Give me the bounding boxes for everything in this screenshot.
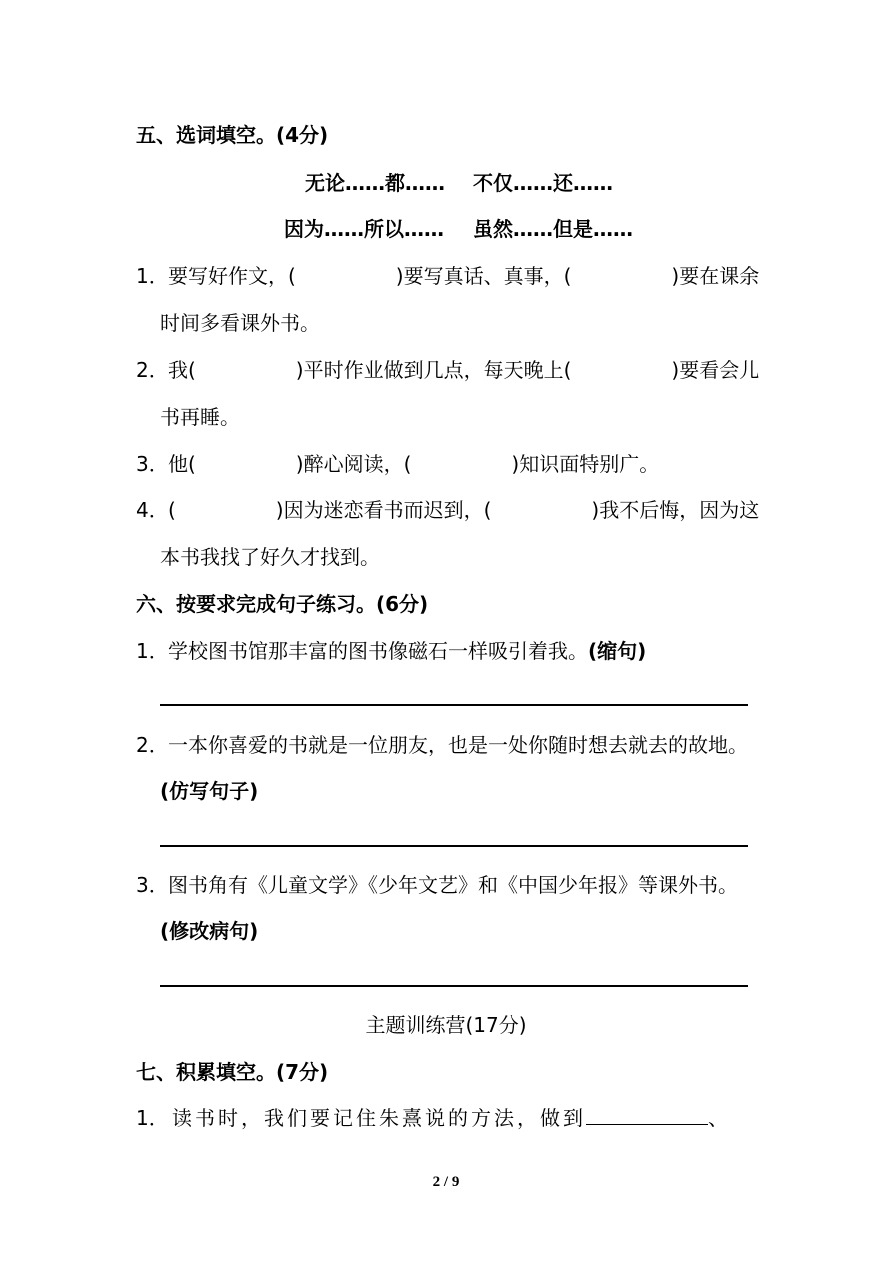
section-6-heading: 六、按要求完成句子练习。(6分) bbox=[136, 592, 429, 616]
q5-3-number: 3． bbox=[136, 452, 169, 476]
q6-1-text bbox=[168, 639, 646, 663]
word-option-2: 不仅……还…… bbox=[473, 171, 613, 195]
q5-1-line1: 要写好作文，( )要写真话、真事，( )要在课余 bbox=[168, 264, 760, 288]
theme-title: 主题训练营(17分) bbox=[365, 1013, 527, 1037]
q7-1-after: 、 bbox=[708, 1106, 731, 1130]
word-option-3: 因为……所以…… bbox=[284, 217, 444, 241]
q5-1-number: 1． bbox=[136, 264, 169, 288]
q6-3-number: 3． bbox=[136, 873, 169, 897]
q6-3-text: 图书角有《儿童文学》《少年文艺》和《中国少年报》等课外书。 bbox=[168, 873, 738, 897]
q5-2-line2: 书再睡。 bbox=[160, 405, 240, 429]
section-7-heading: 七、积累填空。(7分) bbox=[136, 1060, 329, 1084]
q6-2-text: 一本你喜爱的书就是一位朋友，也是一处你随时想去就去的故地。 bbox=[168, 733, 748, 757]
q6-2-tag: (仿写句子) bbox=[160, 779, 259, 803]
q7-1-text bbox=[172, 1106, 731, 1130]
answer-line-2[interactable] bbox=[160, 845, 748, 847]
q6-3-tag: (修改病句) bbox=[160, 919, 259, 943]
q7-1-sentence: 读书时，我们要记住朱熹说的方法，做到 bbox=[172, 1106, 586, 1130]
q5-4-line1: ( )因为迷恋看书而迟到，( )我不后悔，因为这 bbox=[168, 498, 760, 522]
q5-4-line2: 本书我找了好久才找到。 bbox=[160, 545, 380, 569]
q5-3-line1: 他( )醉心阅读，( )知识面特别广。 bbox=[168, 452, 660, 476]
word-option-4: 虽然……但是…… bbox=[473, 217, 633, 241]
answer-line-1[interactable] bbox=[160, 704, 748, 706]
q6-2-number: 2． bbox=[136, 733, 169, 757]
q5-1-line2: 时间多看课外书。 bbox=[160, 311, 320, 335]
q6-1-tag: (缩句) bbox=[588, 639, 647, 663]
page-number: 2 / 9 bbox=[432, 1174, 460, 1190]
q6-1-sentence: 学校图书馆那丰富的图书像磁石一样吸引着我。 bbox=[168, 639, 588, 663]
q5-2-number: 2． bbox=[136, 358, 169, 382]
q6-1-number: 1． bbox=[136, 639, 169, 663]
q5-2-line1: 我( )平时作业做到几点，每天晚上( )要看会儿 bbox=[168, 358, 760, 382]
q5-4-number: 4． bbox=[136, 498, 169, 522]
q7-1-blank[interactable] bbox=[586, 1106, 708, 1125]
section-5-heading: 五、选词填空。(4分) bbox=[136, 123, 329, 147]
answer-line-3[interactable] bbox=[160, 985, 748, 987]
word-option-1: 无论……都…… bbox=[305, 171, 445, 195]
q7-1-number: 1． bbox=[136, 1106, 169, 1130]
